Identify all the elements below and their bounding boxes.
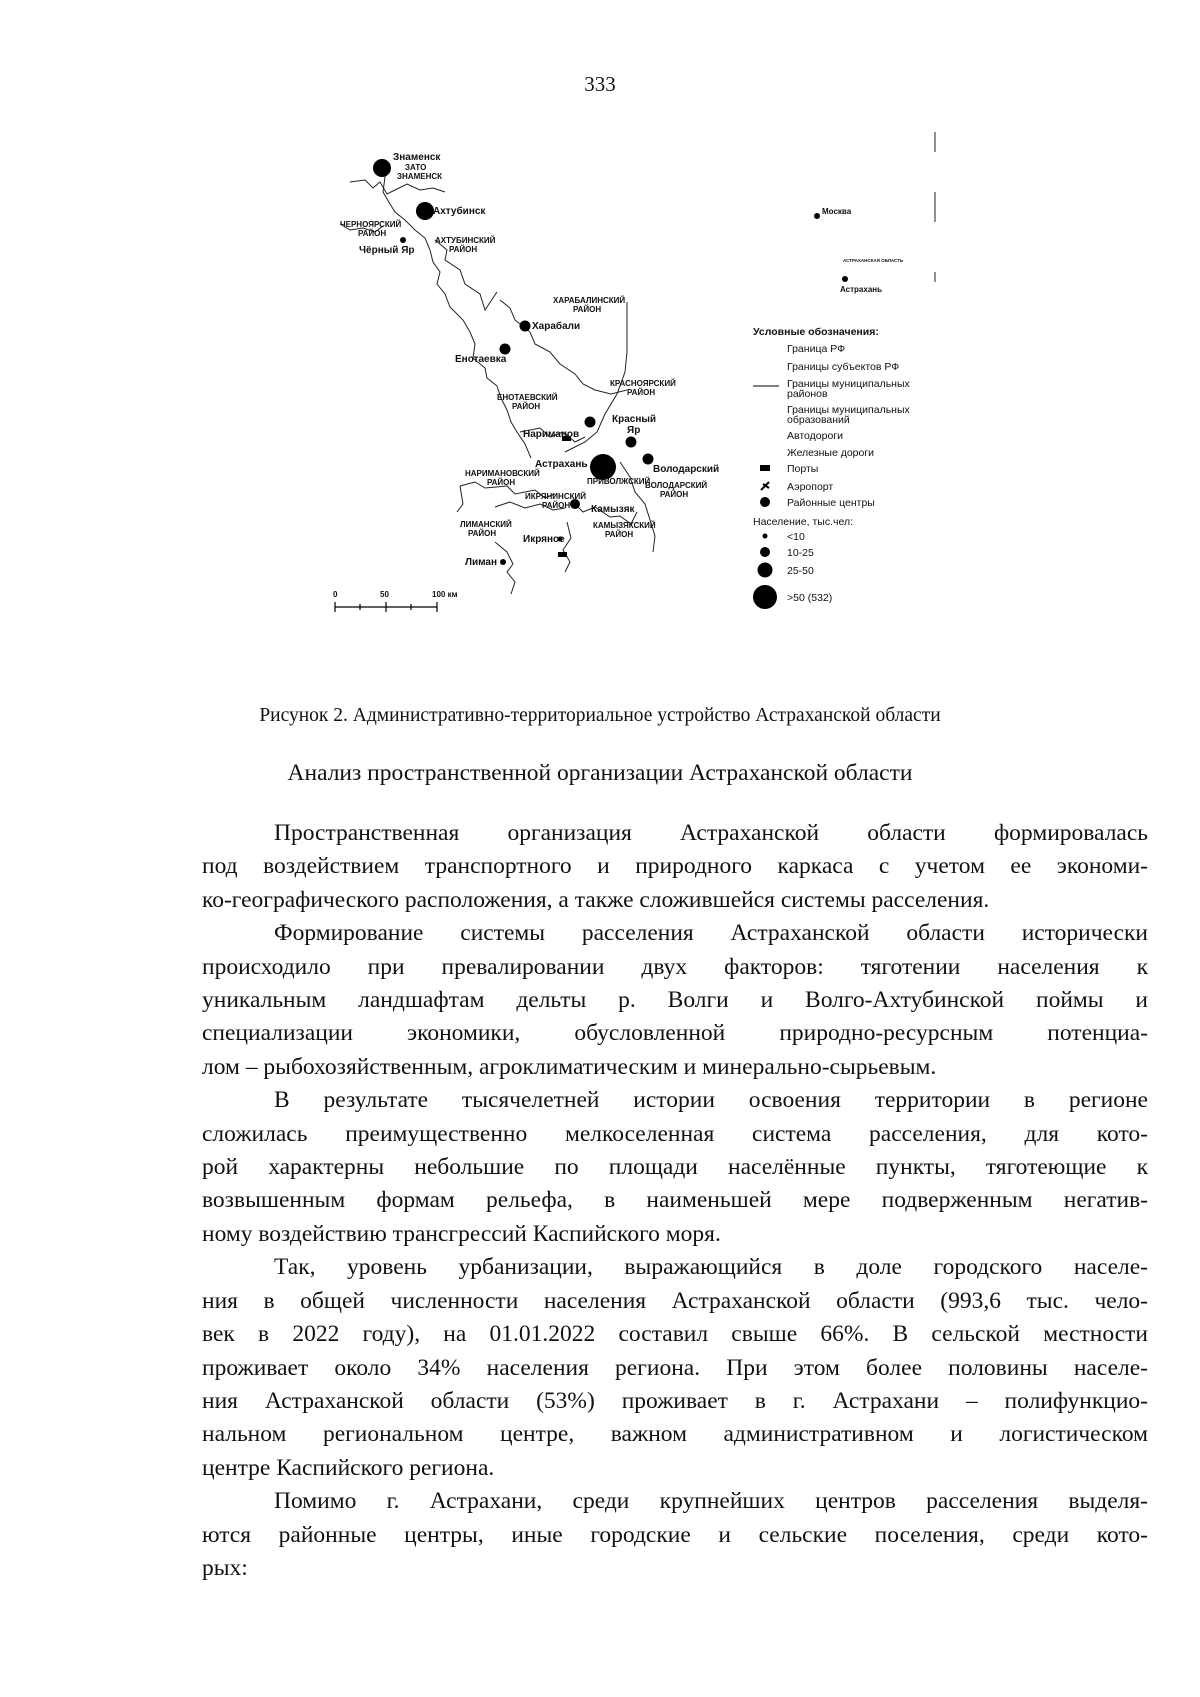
legend-item: Порты [787,463,819,475]
paragraph [202,817,1148,917]
legend-item: Границы муниципальных [787,404,910,416]
map-label: Камызяк [591,504,635,515]
legend-item: районов [787,388,828,400]
scale-label: 100 км [432,590,458,599]
legend-item: Границы муниципальных [787,378,910,390]
paragraph [202,1251,1148,1485]
map-label: ЧЕРНОЯРСКИЙ [340,220,402,229]
legend-item: Граница РФ [787,343,846,355]
legend-population-item: <10 [787,531,805,543]
text-line: лом – рыбохозяйственным, агроклиматическим и минерально-сырьевым. [202,1053,937,1080]
map-label: КРАСНОЯРСКИЙ [610,379,676,388]
akhtubinsk-marker [416,202,434,220]
text-line: Пространственная организация Астраханской области формировалась [274,820,1148,846]
map-label: Астрахань [840,285,883,294]
map-label: НАРИМАНОВСКИЙ [465,469,540,478]
text-line: ному воздействию трансгрессий Каспийского моря. [202,1220,721,1247]
section-heading: Анализ пространственной организации Астраханской области [287,760,913,786]
map-label: Енотаевка [455,354,507,365]
text-line: Формирование системы расселения Астраханской области исторически [274,920,1148,947]
map-label: ХАРАБАЛИНСКИЙ [553,296,626,305]
map-label: Яр [627,425,641,436]
text-line: специализации экономики, обусловленной природно-ресурсным потенциа- [202,1020,1148,1047]
text-line: нальном региональном центре, важном административном и логистическом [202,1421,1148,1448]
krasnyi-yar-marker [626,437,637,448]
map-label: Володарский [653,464,720,475]
map-label: Красный [612,414,657,425]
legend-item: Аэропорт [787,481,834,493]
paragraph [202,917,1148,1084]
map-label: КАМЫЗЯКСКИЙ [593,521,656,530]
text-line: ния в общей численности населения Астраханской области (993,6 тыс. чело- [202,1287,1148,1314]
legend-item: Районные центры [787,497,875,509]
legend-title: Условные обозначения: [753,326,879,338]
text-line: сложилась преимущественно мелкоселенная система расселения, для кото- [202,1120,1148,1147]
map-label: Москва [822,207,852,216]
map-label: ЛИМАНСКИЙ [460,520,512,529]
map-label: ЗАТО [405,163,427,172]
district-boundary-north [350,180,445,194]
text-line: ются районные центры, иные городские и сельские поселения, среди кото- [202,1521,1148,1548]
administrative-map [335,132,1035,692]
port-icon [558,552,567,557]
text-line: проживает около 34% населения региона. При этом более половины населе- [202,1354,1148,1381]
map-label: РАЙОН [449,245,478,254]
legend-item: Границы субъектов РФ [787,361,900,373]
map-label: Лиман [465,557,498,568]
text-line: ния Астраханской области (53%) проживает в г. Астрахани – полифункцио- [202,1387,1148,1414]
text-line: век в 2022 году), на 01.01.2022 составил свыше 66%. В сельской местности [202,1321,1148,1348]
map-label: Харабали [532,321,581,332]
narimanov-marker [585,417,596,428]
legend-item: образований [787,414,850,426]
text-line: Помимо г. Астрахани, среди крупнейших центров расселения выделя- [274,1488,1148,1515]
map-label: Нариманов [523,429,580,440]
scale-label: 0 [333,590,338,599]
map-label: АСТРАХАНСКАЯ ОБЛАСТЬ [843,258,904,263]
map-label: ПРИВОЛЖСКИЙ [587,477,651,486]
map-label: РАЙОН [512,402,541,411]
map-label: Чёрный Яр [359,245,415,256]
boundary-narimanovskiy-west [457,486,463,512]
map-label: АХТУБИНСКИЙ [435,236,496,245]
map-label: РАЙОН [605,530,634,539]
map-label: Астрахань [535,459,588,470]
map-label: Знаменск [393,152,441,163]
paragraph [202,1485,1148,1585]
enotaevka-marker [500,344,511,355]
map-label: Ахтубинск [433,206,486,217]
astrakhan-inset-marker [842,276,848,282]
district-center-icon [760,497,770,507]
map-label: Икряное [523,534,565,545]
map-label: РАЙОН [542,501,571,510]
moscow-marker [814,213,820,219]
text-line: уникальным ландшафтам дельты р. Волги и Волго-Ахтубинской поймы и [202,987,1148,1014]
map-label: РАЙОН [660,490,689,499]
port-icon [760,465,770,471]
boundary-kharabalinskiy [500,300,627,394]
liman-marker [500,559,506,565]
paragraph [202,1084,1148,1251]
airport-icon [761,482,769,490]
text-line: рых: [202,1554,248,1581]
legend-item: Автодороги [787,430,843,442]
volodarskiy-marker [643,454,654,465]
text-line: происходило при превалировании двух факторов: тяготении населения к [202,953,1148,980]
text-line: под воздействием транспортного и природного каркаса с учетом ее экономи- [202,853,1148,880]
znamensk-marker [373,159,391,177]
text-line: Так, уровень урбанизации, выражающийся в доле городского населе- [274,1254,1148,1281]
legend-population-title: Население, тыс.чел: [753,516,853,528]
boundary-south [563,522,571,572]
text-line: возвышенным формам рельефа, в наименьшей мере подверженным негатив- [202,1187,1148,1214]
map-label: РАЙОН [573,305,602,314]
scale-label: 50 [380,590,389,599]
map-label: ИКРЯНИНСКИЙ [525,492,586,501]
map-label: ЕНОТАЕВСКИЙ [497,393,558,402]
map-legend [753,326,911,609]
boundary-limanskiy [495,542,515,594]
body-text [202,817,1148,1585]
text-line: рой характерны небольшие по площади населённые пункты, тяготеющие к [202,1154,1148,1181]
map-label: РАЙОН [468,529,497,538]
legend-population-item: 25-50 [787,565,814,577]
text-line: В результате тысячелетней истории освоения территории в регионе [274,1087,1148,1114]
map-label: РАЙОН [487,478,516,487]
legend-population-item: 10-25 [787,547,814,559]
text-line: ко-географического расположения, а также сложившейся системы расселения. [202,886,990,913]
map-label: ЗНАМЕНСК [397,172,443,181]
kharabali-marker [520,321,531,332]
map-label: РАЙОН [627,388,656,397]
page-number: 333 [584,72,616,96]
map-label: РАЙОН [358,229,387,238]
legend-item: Железные дороги [787,447,875,459]
chernyi-yar-marker [400,237,406,243]
text-line: центре Каспийского региона. [202,1454,495,1481]
figure-caption: Рисунок 2. Административно-территориальное устройство Астраханской области [259,705,941,726]
map-label: ВОЛОДАРСКИЙ [645,481,708,490]
legend-population-item: >50 (532) [787,592,833,604]
